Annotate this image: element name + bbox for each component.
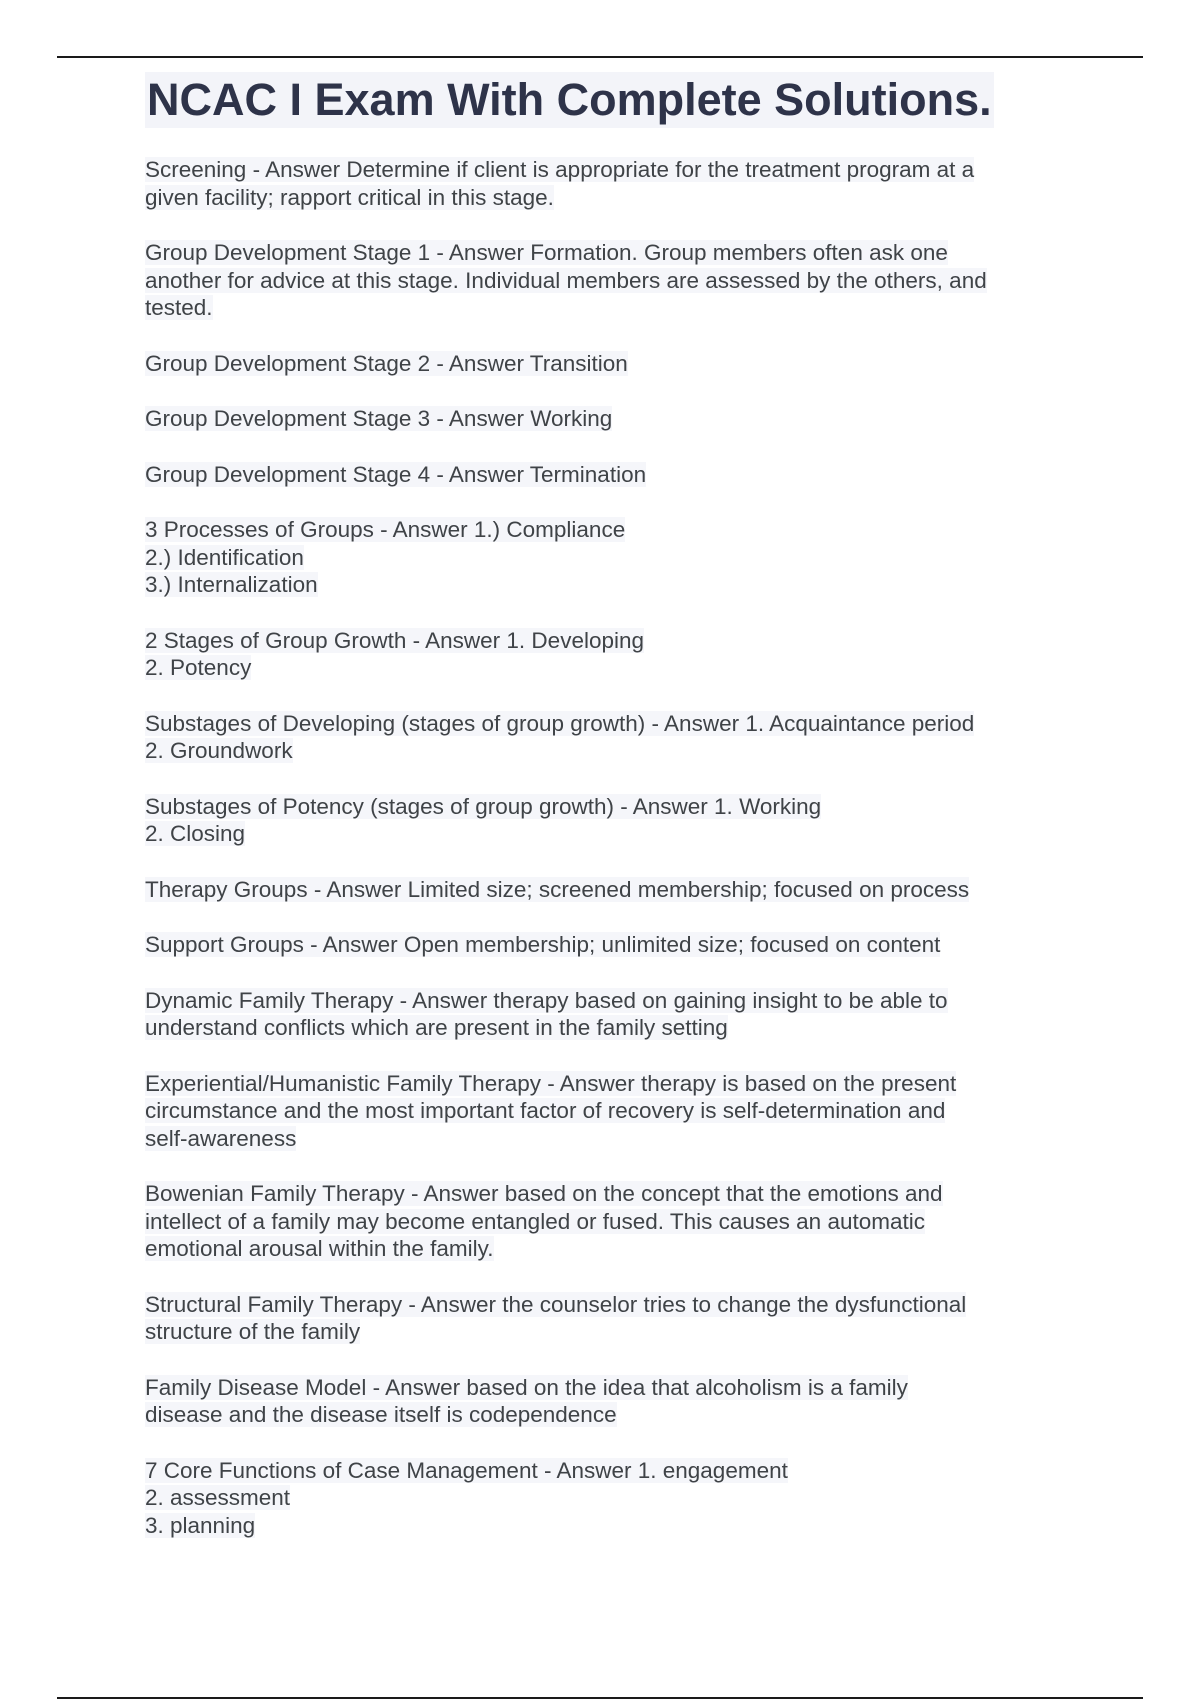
- entry-line: [145, 267, 1075, 295]
- entry-line: [145, 1180, 1075, 1208]
- entry-line-text: 2. Potency: [145, 655, 252, 680]
- entry-line: [145, 1512, 1075, 1540]
- entry-line-text: Family Disease Model - Answer based on the idea that alcoholism is a family: [145, 1374, 908, 1400]
- qa-entry: [145, 405, 1075, 433]
- entry-line-text: Experiential/Humanistic Family Therapy - Answer therapy is based on the present: [145, 1070, 957, 1096]
- entry-line: [145, 294, 1075, 322]
- entry-line: [145, 239, 1075, 267]
- entry-line-text: understand conflicts which are present in the family setting: [145, 1015, 728, 1040]
- entry-line-text: circumstance and the most important factor of recovery is self-determination and: [145, 1098, 946, 1123]
- document-page: [145, 72, 1075, 1567]
- entry-line: [145, 1484, 1075, 1512]
- qa-entry: [145, 461, 1075, 489]
- entry-line-text: intellect of a family may become entangled or fused. This causes an automatic: [145, 1208, 925, 1234]
- entry-line: [145, 1070, 1075, 1098]
- entry-line-text: Group Development Stage 4 - Answer Termination: [145, 461, 647, 487]
- entry-line-text: Screening - Answer Determine if client is appropriate for the treatment program at a: [145, 157, 975, 182]
- entry-line: [145, 1401, 1075, 1429]
- entry-line-text: disease and the disease itself is codependence: [145, 1402, 617, 1427]
- entry-line: [145, 654, 1075, 682]
- entry-line-text: 3.) Internalization: [145, 572, 318, 597]
- entry-list: [145, 156, 1075, 1539]
- entry-line: [145, 1208, 1075, 1236]
- entry-line-text: structure of the family: [145, 1319, 361, 1344]
- bottom-rule: [57, 1697, 1143, 1699]
- entry-line: [145, 1374, 1075, 1402]
- entry-line: [145, 1318, 1075, 1346]
- entry-line: [145, 571, 1075, 599]
- entry-line: [145, 627, 1075, 655]
- qa-entry: [145, 793, 1075, 848]
- entry-line-text: Substages of Potency (stages of group growth) - Answer 1. Working: [145, 793, 822, 819]
- entry-line-text: 7 Core Functions of Case Management - Answer 1. engagement: [145, 1457, 788, 1483]
- entry-line: [145, 793, 1075, 821]
- entry-line: [145, 405, 1075, 433]
- qa-entry: [145, 350, 1075, 378]
- entry-line: [145, 461, 1075, 489]
- entry-line-text: 3 Processes of Groups - Answer 1.) Compliance: [145, 517, 626, 542]
- entry-line: [145, 1291, 1075, 1319]
- entry-line: [145, 710, 1075, 738]
- entry-line: [145, 544, 1075, 572]
- qa-entry: [145, 1374, 1075, 1429]
- entry-line: [145, 1457, 1075, 1485]
- entry-line-text: 2. assessment: [145, 1485, 291, 1510]
- document-title: NCAC I Exam With Complete Solutions.: [145, 72, 994, 128]
- qa-entry: [145, 516, 1075, 599]
- entry-line-text: Support Groups - Answer Open membership; unlimited size; focused on content: [145, 932, 941, 957]
- qa-entry: [145, 239, 1075, 322]
- qa-entry: [145, 156, 1075, 211]
- entry-line-text: Group Development Stage 3 - Answer Working: [145, 406, 613, 431]
- entry-line: [145, 1235, 1075, 1263]
- entry-line-text: Dynamic Family Therapy - Answer therapy based on gaining insight to be able to: [145, 987, 948, 1013]
- entry-line-text: 2. Closing: [145, 821, 246, 846]
- entry-line: [145, 820, 1075, 848]
- qa-entry: [145, 1070, 1075, 1153]
- entry-line-text: 2. Groundwork: [145, 738, 293, 763]
- entry-line-text: 3. planning: [145, 1512, 256, 1538]
- entry-line: [145, 1125, 1075, 1153]
- entry-line-text: given facility; rapport critical in this stage.: [145, 184, 554, 210]
- entry-line: [145, 1014, 1075, 1042]
- entry-line: [145, 156, 1075, 184]
- entry-line-text: Bowenian Family Therapy - Answer based on the concept that the emotions and: [145, 1181, 943, 1206]
- qa-entry: [145, 1180, 1075, 1263]
- top-rule: [57, 56, 1143, 58]
- qa-entry: [145, 987, 1075, 1042]
- entry-line-text: Therapy Groups - Answer Limited size; screened membership; focused on process: [145, 876, 970, 902]
- entry-line-text: 2.) Identification: [145, 544, 304, 570]
- entry-line-text: Group Development Stage 2 - Answer Transition: [145, 350, 628, 376]
- entry-line-text: Structural Family Therapy - Answer the counselor tries to change the dysfunctional: [145, 1291, 967, 1317]
- entry-line: [145, 737, 1075, 765]
- qa-entry: [145, 710, 1075, 765]
- entry-line-text: tested.: [145, 295, 213, 320]
- qa-entry: [145, 876, 1075, 904]
- entry-line-text: Substages of Developing (stages of group growth) - Answer 1. Acquaintance period: [145, 710, 975, 736]
- entry-line: [145, 516, 1075, 544]
- entry-line: [145, 876, 1075, 904]
- entry-line: [145, 987, 1075, 1015]
- entry-line: [145, 350, 1075, 378]
- entry-line-text: self-awareness: [145, 1125, 297, 1151]
- entry-line: [145, 184, 1075, 212]
- qa-entry: [145, 931, 1075, 959]
- qa-entry: [145, 627, 1075, 682]
- entry-line-text: 2 Stages of Group Growth - Answer 1. Developing: [145, 627, 645, 653]
- entry-line-text: Group Development Stage 1 - Answer Formation. Group members often ask one: [145, 240, 948, 265]
- entry-line: [145, 1097, 1075, 1125]
- entry-line: [145, 931, 1075, 959]
- qa-entry: [145, 1291, 1075, 1346]
- qa-entry: [145, 1457, 1075, 1540]
- entry-line-text: emotional arousal within the family.: [145, 1236, 494, 1261]
- entry-line-text: another for advice at this stage. Individual members are assessed by the others, and: [145, 267, 987, 293]
